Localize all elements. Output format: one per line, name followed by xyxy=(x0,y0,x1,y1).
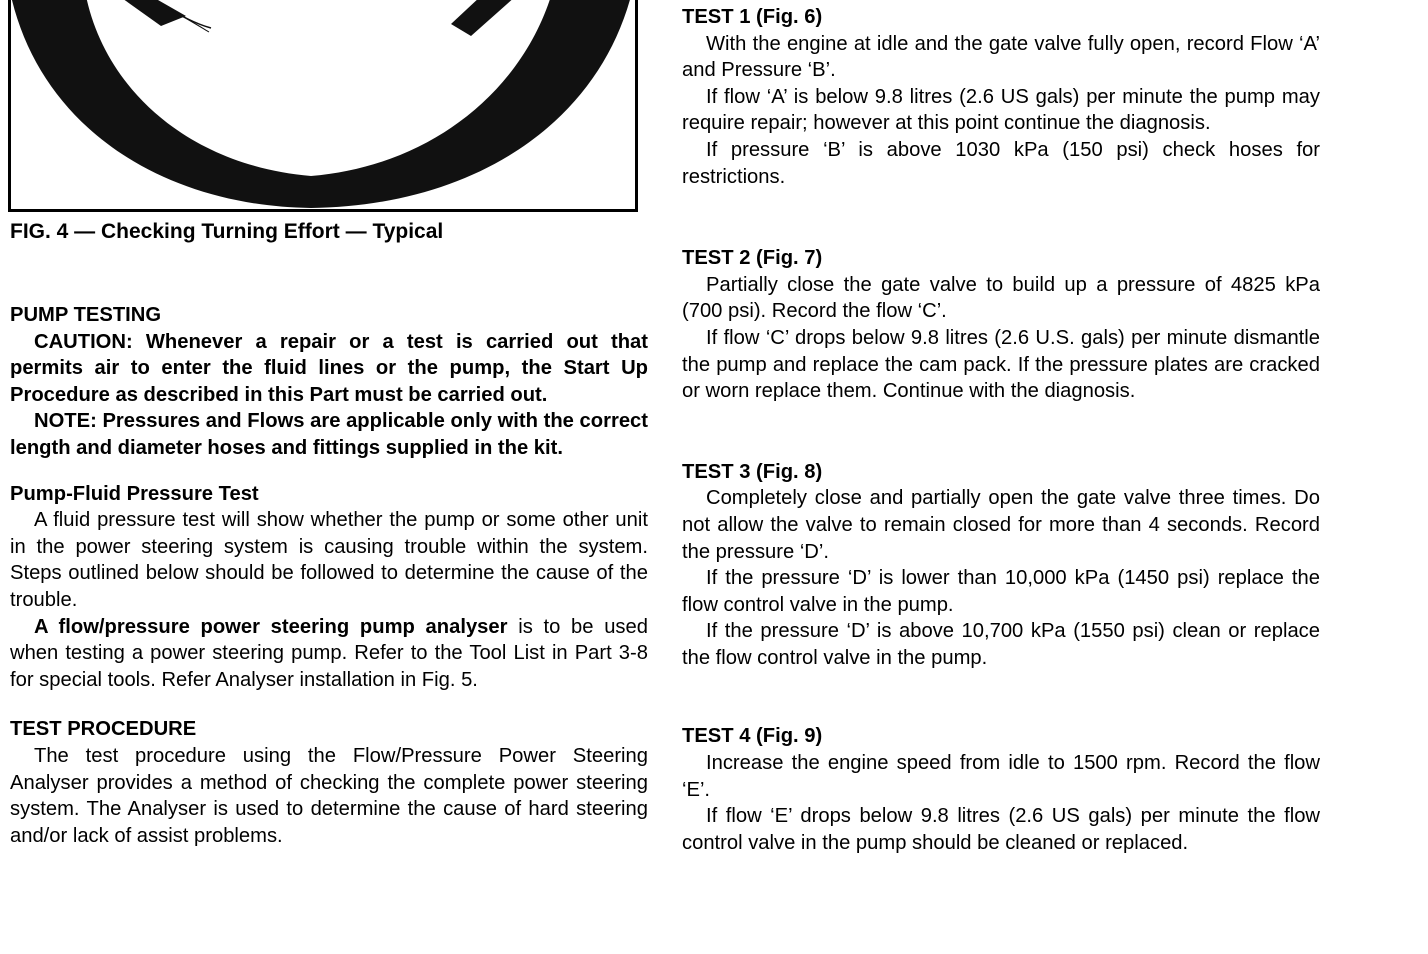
fluid-test-paragraph-2 xyxy=(10,614,648,694)
analyser-rest-text: is to be used when testing a power steering pump. Refer to the Tool List in Part 3-8 for special tools. Refer Analyser installation in Fig. 5. xyxy=(10,615,648,691)
heading-test-1: TEST 1 (Fig. 6) xyxy=(682,6,823,28)
heading-test-procedure: TEST PROCEDURE xyxy=(10,718,197,741)
caution-paragraph: CAUTION: Whenever a repair or a test is carried out that permits air to enter the fluid lines or the pump, the Start Up Procedure as described in this Part must be carried out. xyxy=(10,330,648,406)
test-2-paragraph-1: Partially close the gate valve to build up a pressure of 4825 kPa (700 psi). Record the flow ‘C’. xyxy=(682,273,1320,323)
test-1-paragraph-1: With the engine at idle and the gate valve fully open, record Flow ‘A’ and Pressure ‘B’. xyxy=(682,32,1320,82)
heading-pump-testing: PUMP TESTING xyxy=(10,304,162,326)
right-column xyxy=(682,4,1320,856)
note-paragraph: NOTE: Pressures and Flows are applicable only with the correct length and diameter hoses and fittings supplied in the kit. xyxy=(10,410,648,459)
test-3-paragraph-1: Completely close and partially open the gate valve three times. Do not allow the valve to remain closed for more than 4 seconds. Record the pressure ‘D’. xyxy=(682,487,1320,563)
heading-test-2: TEST 2 (Fig. 7) xyxy=(682,247,823,270)
test-1-paragraph-3: If pressure ‘B’ is above 1030 kPa (150 psi) check hoses for restrictions. xyxy=(682,138,1320,188)
test-3-paragraph-2: If the pressure ‘D’ is lower than 10,000 kPa (1450 psi) replace the flow control valve in the pump. xyxy=(682,567,1320,616)
test-4-paragraph-1: Increase the engine speed from idle to 1500 rpm. Record the flow ‘E’. xyxy=(682,752,1320,801)
analyser-bold-text: A flow/pressure power steering pump analyser xyxy=(34,615,508,638)
test-3-paragraph-3: If the pressure ‘D’ is above 10,700 kPa (1550 psi) clean or replace the flow control valve in the pump. xyxy=(682,620,1320,669)
figure-caption: FIG. 4 — Checking Turning Effort — Typical xyxy=(10,220,444,243)
procedure-paragraph: The test procedure using the Flow/Pressure Power Steering Analyser provides a method of checking the complete power steering system. The Analyser is used to determine the cause of hard steering and/or lack of assist problems. xyxy=(10,744,648,847)
left-column xyxy=(10,302,648,849)
fluid-test-paragraph-1: A fluid pressure test will show whether the pump or some other unit in the power steering system is causing trouble within the system. Steps outlined below should be followed to determine the cause of the trouble. xyxy=(10,509,648,611)
test-2-paragraph-2: If flow ‘C’ drops below 9.8 litres (2.6 U.S. gals) per minute dismantle the pump and replace the cam pack. If the pressure plates are cracked or worn replace them. Continue with the diagnosis. xyxy=(682,326,1320,403)
heading-test-4: TEST 4 (Fig. 9) xyxy=(682,725,823,748)
test-1-paragraph-2: If flow ‘A’ is below 9.8 litres (2.6 US gals) per minute the pump may require repair; however at this point continue the diagnosis. xyxy=(682,85,1320,135)
figure-4-box xyxy=(8,0,638,212)
steering-wheel-illustration xyxy=(11,0,638,212)
heading-test-3: TEST 3 (Fig. 8) xyxy=(682,460,823,483)
heading-fluid-pressure-test: Pump-Fluid Pressure Test xyxy=(10,482,259,505)
test-4-paragraph-2: If flow ‘E’ drops below 9.8 litres (2.6 US gals) per minute the flow control valve in the pump should be cleaned or replaced. xyxy=(682,805,1320,854)
